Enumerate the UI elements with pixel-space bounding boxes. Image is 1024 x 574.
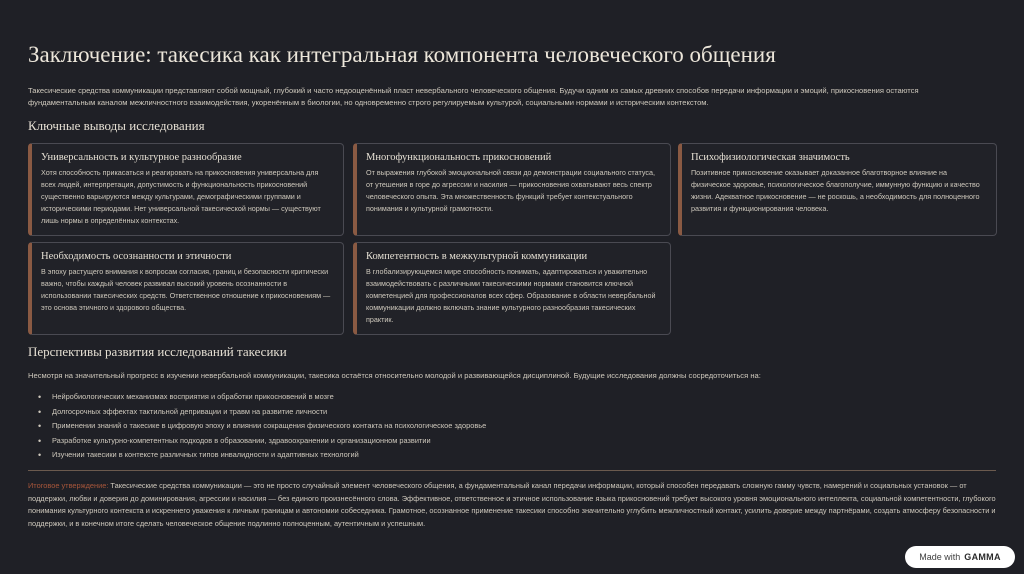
finding-card-text: От выражения глубокой эмоциональной связи до демонстрации социального статуса, от утешения в горе до агрессии и насилия — прикосновения охватывают весь спектр человеческого опыта. Эта множественность функций требует контекстуального понимания и культурной грамотности. (366, 168, 655, 213)
summary-text: Такесические средства коммуникации — это не просто случайный элемент человеческого общения, а фундаментальный канал передачи информации, который способен передавать сложную гамму чувств, намерений и социальных установок — от поддержки, любви и доверия до доминирования, агрессии и насилия — без единого произнесённого слова. Эффективное, ответственное и этичное использование языка прикосновений требует высокого уровня эмоционального интеллекта, социальной компетентности, глубокого понимания культурного контекста и искреннего уважения к личным границам и автономии собеседника. Грамотное, осознанное применение такесики способно значительно углубить межличностный контакт, усилить доверие между партнёрами, создать атмосферу безопасности и поддержки, и в конечном итоге сделать человеческое общение подлинно полноценным, аутентичным и успешным. (28, 481, 996, 528)
list-item: • Долгосрочных эффектах тактильной депривации и травм на развитие личности (38, 405, 486, 420)
finding-card-title: Психофизиологическая значимость (691, 152, 850, 163)
finding-card-psychophysiology (678, 143, 997, 236)
made-with-gamma-badge[interactable] (905, 546, 1015, 568)
page-title: Заключение: такесика как интегральная компонента человеческого общения (28, 42, 776, 67)
finding-card-text: В эпоху растущего внимания к вопросам согласия, границ и безопасности критически важно, чтобы каждый человек развивал высокий уровень осознанности в использовании такесических средств. Ответственное отношение к прикосновениям — это основа этичного и здорового общества. (41, 267, 331, 312)
divider (28, 470, 996, 471)
finding-card-intercultural (353, 242, 671, 335)
finding-card-title: Необходимость осознанности и этичности (41, 251, 232, 262)
summary-label: Итоговое утверждение: (28, 481, 109, 490)
perspectives-heading: Перспективы развития исследований такесики (28, 344, 287, 359)
finding-card-text: В глобализирующемся мире способность понимать, адаптироваться и уважительно взаимодействовать с различными такесическими нормами становится ключной компетенцией для профессионалов всех сфер. Образование в области невербальной коммуникации должно включать знание культурного разнообразия такесических практик. (366, 267, 656, 324)
finding-card-universality (28, 143, 344, 236)
finding-card-title: Компетентность в межкультурной коммуникации (366, 251, 588, 262)
finding-card-title: Универсальность и культурное разнообразие (41, 152, 242, 163)
intro-paragraph: Такесические средства коммуникации представляют собой мощный, глубокий и часто недооценённый пласт невербального человеческого общения. Будучи одним из самых древних способов передачи информации и эмоций, прикосновения остаются фундаментальным каналом межличностного взаимодействия, укоренённым в биологии, но одновременно строго регулируемым культурой, социальными нормами и историческим контекстом. (28, 86, 919, 107)
made-with-label: Made with (919, 552, 961, 562)
list-item: • Разработке культурно-компетентных подходов в образовании, здравоохранении и организационном развитии (38, 434, 486, 449)
list-item: • Нейробиологических механизмах восприятия и обработки прикосновений в мозге (38, 390, 486, 405)
list-item: • Изучении такесики в контексте различных типов инвалидности и адаптивных технологий (38, 448, 486, 463)
finding-card-ethics (28, 242, 344, 335)
perspectives-lead: Несмотря на значительный прогресс в изучении невербальной коммуникации, такесика остаётся относительно молодой и развивающейся дисциплиной. Будущие исследования должны сосредоточиться на: (28, 371, 761, 380)
finding-card-text: Хотя способность прикасаться и реагировать на прикосновения универсальна для всех людей, интерпретация, допустимость и функциональность прикосновений существенно варьируются между культурами, демографическими группами и историческими периодами. Нет универсальной такесической нормы — существуют лишь нормы в определённых контекстах. (41, 168, 321, 225)
finding-card-multifunctionality (353, 143, 671, 236)
findings-heading: Ключные выводы исследования (28, 118, 205, 133)
summary-paragraph (28, 480, 996, 530)
finding-card-text: Позитивное прикосновение оказывает доказанное благотворное влияние на физическое здоровье, психологическое благополучие, иммунную функцию и качество жизни. Адекватное прикосновение — не роскошь, а необходимость для полноценного развития и функционирования человека. (691, 168, 980, 213)
list-item: • Применении знаний о такесике в цифровую эпоху и влиянии сокращения физического контакта на психологическое здоровье (38, 419, 486, 434)
perspectives-list (38, 390, 486, 463)
finding-card-title: Многофункциональность прикосновений (366, 152, 552, 163)
gamma-logo: GAMMA (964, 552, 1001, 562)
